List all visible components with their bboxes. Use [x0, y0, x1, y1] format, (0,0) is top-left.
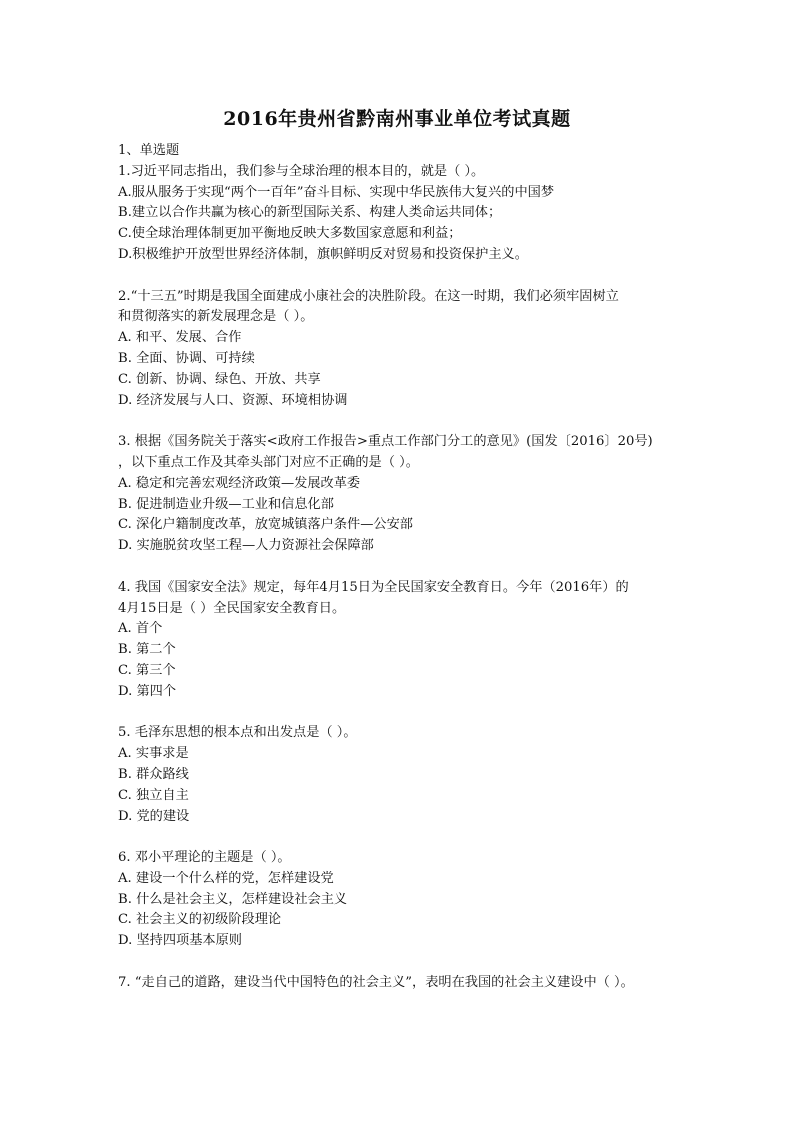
answer-option: D.积极维护开放型世界经济体制，旗帜鲜明反对贸易和投资保护主义。: [118, 246, 528, 262]
question-stem-line: 5. 毛泽东思想的根本点和出发点是（ ）。: [118, 725, 357, 741]
question-stem-line: 4月15日是（ ）全民国家安全教育日。: [118, 600, 346, 616]
question-stem-line: 3. 根据《国务院关于落实<政府工作报告>重点工作部门分工的意见》(国发〔2016〕20号): [118, 434, 653, 450]
answer-option: C. 独立自主: [118, 787, 189, 803]
question-block: [118, 287, 678, 412]
answer-option: B. 全面、协调、可持续: [118, 350, 255, 366]
answer-option: B. 促进制造业升级—工业和信息化部: [118, 496, 334, 512]
answer-option: B.建立以合作共赢为核心的新型国际关系、构建人类命运共同体；: [118, 205, 502, 221]
question-block: [118, 848, 678, 952]
question-stem-line: 7. “走自己的道路，建设当代中国特色的社会主义”，表明在我国的社会主义建设中（ ）。: [118, 974, 634, 990]
question-spacer: [118, 266, 678, 287]
question-block: [118, 162, 678, 266]
answer-option: C. 创新、协调、绿色、开放、共享: [118, 371, 321, 387]
answer-option: D. 经济发展与人口、资源、环境相协调: [118, 392, 348, 408]
question-spacer: [118, 952, 678, 973]
answer-option: A. 实事求是: [118, 746, 189, 762]
answer-option: A. 建设一个什么样的党，怎样建设党: [118, 870, 334, 886]
answer-option: A. 首个: [118, 621, 163, 637]
answer-option: B. 群众路线: [118, 766, 189, 782]
question-block: [118, 723, 678, 827]
question-spacer: [118, 557, 678, 578]
answer-option: B. 什么是社会主义，怎样建设社会主义: [118, 891, 348, 907]
answer-option: C. 深化户籍制度改革，放宽城镇落户条件—公安部: [118, 517, 413, 533]
question-block: [118, 973, 678, 994]
answer-option: D. 坚持四项基本原则: [118, 933, 242, 949]
question-list: [118, 141, 678, 994]
answer-option: D. 党的建设: [118, 808, 190, 824]
section-heading: 1、单选题: [118, 143, 180, 158]
question-block: [118, 578, 678, 703]
question-block: [118, 432, 678, 557]
answer-option: A. 和平、发展、合作: [118, 330, 242, 346]
question-stem-line: 和贯彻落实的新发展理念是（ ）。: [118, 309, 314, 325]
question-stem-line: 2.“十三五”时期是我国全面建成小康社会的决胜阶段。在这一时期，我们必须牢固树立: [118, 288, 619, 304]
answer-option: A. 稳定和完善宏观经济政策—发展改革委: [118, 475, 361, 491]
question-spacer: [118, 703, 678, 724]
answer-option: D. 实施脱贫攻坚工程—人力资源社会保障部: [118, 538, 374, 554]
answer-option: B. 第二个: [118, 642, 176, 658]
question-spacer: [118, 827, 678, 848]
answer-option: C. 社会主义的初级阶段理论: [118, 912, 282, 928]
question-stem-line: 6. 邓小平理论的主题是（ ）。: [118, 850, 291, 866]
answer-option: C.使全球治理体制更加平衡地反映大多数国家意愿和利益；: [118, 226, 462, 242]
document-title: 2016年贵州省黔南州事业单位考试真题: [223, 108, 571, 130]
question-stem-line: ，以下重点工作及其牵头部门对应不正确的是（ ）。: [118, 454, 419, 470]
question-spacer: [118, 411, 678, 432]
answer-option: D. 第四个: [118, 683, 177, 699]
answer-option: A.服从服务于实现“两个一百年”奋斗目标、实现中华民族伟大复兴的中国梦: [118, 184, 555, 200]
question-stem-line: 4. 我国《国家安全法》规定，每年4月15日为全民国家安全教育日。今年（2016年）的: [118, 579, 629, 595]
answer-option: C. 第三个: [118, 662, 176, 678]
question-stem-line: 1.习近平同志指出，我们参与全球治理的根本目的，就是（ ）。: [118, 163, 485, 179]
